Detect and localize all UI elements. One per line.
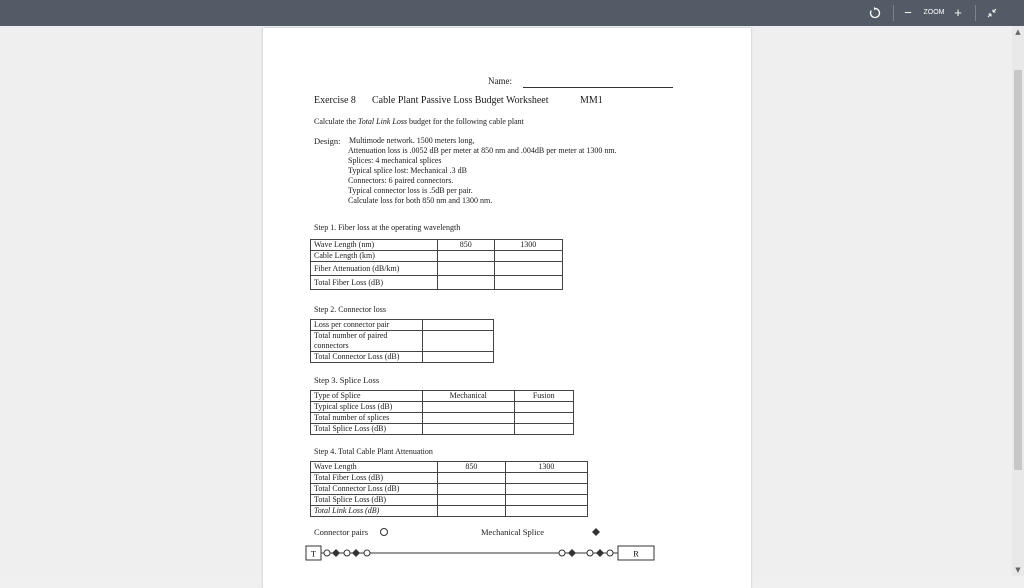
answer-cell[interactable] — [494, 251, 562, 262]
answer-cell[interactable] — [505, 495, 587, 506]
table-row — [311, 320, 494, 331]
answer-cell[interactable] — [505, 506, 587, 517]
mechanical-splice-icon — [352, 549, 360, 557]
instruction-suffix: budget for the following cable plant — [407, 117, 524, 126]
row-label: Total number of splices — [311, 413, 423, 424]
row-label: Total Splice Loss (dB) — [311, 424, 423, 435]
row-label — [311, 331, 423, 352]
instruction-emphasis: Total Link Loss — [357, 117, 408, 126]
table-row — [311, 240, 563, 251]
refresh-icon — [869, 7, 881, 19]
mechanical-splice-icon — [596, 549, 604, 557]
table-row — [311, 276, 563, 290]
row-label: Total Link Loss (dB) — [311, 506, 438, 517]
step1-title: Step 1. Fiber loss at the operating wavelength — [314, 223, 461, 232]
connector-pair-icon — [344, 550, 350, 556]
row-label-line: Total number of paired — [314, 331, 388, 340]
step3-title: Step 3. Splice Loss — [314, 375, 380, 385]
column-header: 850 — [438, 462, 506, 473]
column-header: 1300 — [494, 240, 562, 251]
answer-cell[interactable] — [438, 262, 495, 276]
answer-cell[interactable] — [438, 495, 506, 506]
design-line: Typical splice lost: Mechanical .3 dB — [348, 166, 467, 175]
table-row — [311, 251, 563, 262]
row-label: Total Fiber Loss (dB) — [311, 276, 438, 290]
worksheet-page — [263, 28, 751, 588]
answer-cell[interactable] — [438, 276, 495, 290]
answer-cell[interactable] — [423, 331, 494, 352]
answer-cell[interactable] — [438, 484, 506, 495]
design-line: Multimode network. 1500 meters long, — [349, 136, 475, 145]
table-row — [311, 413, 574, 424]
answer-cell[interactable] — [438, 506, 506, 517]
toolbar-divider — [975, 5, 976, 21]
answer-cell[interactable] — [438, 473, 506, 484]
column-header: 1300 — [505, 462, 587, 473]
column-header: Fusion — [514, 391, 573, 402]
row-label: Typical splice Loss (dB) — [311, 402, 423, 413]
column-header: Mechanical — [423, 391, 515, 402]
answer-cell[interactable] — [514, 424, 573, 435]
row-label: Wave Length — [311, 462, 438, 473]
connector-loss-table — [310, 319, 494, 363]
answer-cell[interactable] — [423, 413, 515, 424]
answer-cell[interactable] — [423, 320, 494, 331]
instruction-text — [314, 117, 524, 127]
row-label: Wave Length (nm) — [311, 240, 438, 251]
connector-pair-icon — [364, 550, 370, 556]
answer-cell[interactable] — [423, 424, 515, 435]
connector-pair-icon — [379, 527, 389, 537]
table-row — [311, 473, 588, 484]
answer-cell[interactable] — [494, 276, 562, 290]
table-row — [311, 331, 494, 352]
connector-pair-icon — [587, 550, 593, 556]
table-row — [311, 424, 574, 435]
design-line: Typical connector loss is .5dB per pair. — [348, 186, 473, 195]
splice-loss-table — [310, 390, 574, 435]
scrollbar-thumb[interactable] — [1014, 70, 1022, 470]
answer-cell[interactable] — [505, 473, 587, 484]
design-line: Attenuation loss is .0052 dB per meter at 850 nm and .004dB per meter at 1300 nm. — [348, 146, 617, 155]
answer-cell[interactable] — [514, 402, 573, 413]
scroll-down-arrow-icon[interactable]: ▼ — [1015, 566, 1021, 574]
refresh-button[interactable] — [866, 0, 884, 26]
row-label-line: connectors — [314, 341, 349, 350]
collapse-button[interactable] — [984, 0, 1000, 26]
zoom-label: ZOOM — [923, 9, 945, 16]
fiber-loss-table — [310, 239, 563, 290]
row-label: Total Connector Loss (dB) — [311, 352, 423, 363]
table-row — [311, 402, 574, 413]
row-label: Loss per connector pair — [311, 320, 423, 331]
connector-pair-icon — [607, 550, 613, 556]
column-header: 850 — [438, 240, 495, 251]
mechanical-splice-icon — [591, 527, 601, 537]
table-row — [311, 506, 588, 517]
exercise-title: Cable Plant Passive Loss Budget Worksheet — [372, 95, 549, 106]
table-row — [311, 262, 563, 276]
row-label: Total Fiber Loss (dB) — [311, 473, 438, 484]
collapse-icon — [987, 8, 997, 18]
table-row — [311, 462, 588, 473]
instruction-prefix: Calculate the — [314, 117, 358, 126]
connector-pair-icon — [324, 550, 330, 556]
row-label: Fiber Attenuation (dB/km) — [311, 262, 438, 276]
row-label: Total Connector Loss (dB) — [311, 484, 438, 495]
exercise-number: Exercise 8 — [314, 95, 356, 106]
table-row — [311, 484, 588, 495]
splice-legend-label: Mechanical Splice — [481, 527, 545, 537]
mechanical-splice-icon — [332, 549, 340, 557]
receiver-label: R — [633, 549, 639, 559]
mechanical-splice-icon — [568, 549, 576, 557]
design-line: Splices: 4 mechanical splices — [348, 156, 442, 165]
link-diagram — [305, 542, 655, 564]
connector-pair-icon — [559, 550, 565, 556]
step2-title: Step 2. Connector loss — [314, 305, 386, 314]
step4-title: Step 4. Total Cable Plant Attenuation — [314, 447, 433, 456]
answer-cell[interactable] — [494, 262, 562, 276]
transmitter-label: T — [311, 549, 316, 559]
answer-cell[interactable] — [514, 413, 573, 424]
exercise-code: MM1 — [580, 95, 603, 106]
row-label: Cable Length (km) — [311, 251, 438, 262]
toolbar-divider — [893, 5, 894, 21]
zoom-out-button[interactable]: − — [904, 5, 912, 20]
scroll-up-arrow-icon[interactable]: ▲ — [1015, 28, 1021, 36]
table-row — [311, 391, 574, 402]
answer-cell[interactable] — [438, 251, 495, 262]
answer-cell[interactable] — [505, 484, 587, 495]
design-line: Connectors: 6 paired connectors. — [348, 176, 454, 185]
zoom-in-button[interactable]: + — [954, 5, 962, 20]
name-label: Name: — [488, 76, 512, 86]
design-line: Calculate loss for both 850 nm and 1300 nm. — [348, 196, 493, 205]
total-attenuation-table — [310, 461, 588, 517]
viewer-toolbar — [0, 0, 1024, 26]
answer-cell[interactable] — [423, 352, 494, 363]
table-row — [311, 352, 494, 363]
answer-cell[interactable] — [423, 402, 515, 413]
name-field-line — [523, 87, 673, 88]
row-label: Type of Splice — [311, 391, 423, 402]
row-label: Total Splice Loss (dB) — [311, 495, 438, 506]
connector-legend-label: Connector pairs — [314, 527, 369, 537]
table-row — [311, 495, 588, 506]
design-label: Design: — [314, 136, 341, 146]
